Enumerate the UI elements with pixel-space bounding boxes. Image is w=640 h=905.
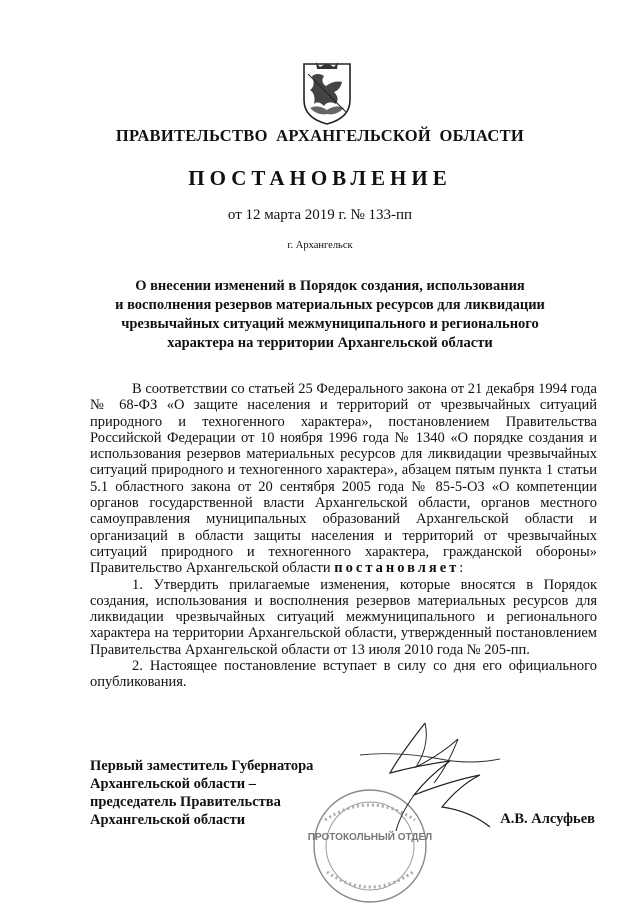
position-line: председатель Правительства [90,794,281,810]
decree-item-2: 2. Настоящее постановление вступает в силу со дня его официального опубликования. [90,658,597,691]
document-subject [40,277,620,353]
document-body [90,381,597,691]
decree-colon: : [459,560,464,577]
preamble-paragraph [90,381,597,577]
decree-word: постановляет [334,560,460,577]
subject-line: характера на территории Архангельской области [167,335,493,351]
stamp-text: ПРОТОКОЛЬНЫЙ ОТДЕЛ [307,832,433,843]
arkhangelsk-coat-of-arms-icon [296,60,358,126]
position-line: Архангельской области – [90,776,256,792]
document-date-number: от 12 марта 2019 г. № 133-пп [227,207,413,223]
subject-line: и восполнения резервов материальных ресурсов для ликвидации [115,297,545,313]
position-line: Архангельской области [90,812,246,828]
document-type: ПОСТАНОВЛЕНИЕ [188,166,452,190]
position-line: Первый заместитель Губернатора [90,758,314,774]
signatory-position [90,757,350,829]
organization-title: ПРАВИТЕЛЬСТВО АРХАНГЕЛЬСКОЙ ОБЛАСТИ [115,126,525,145]
preamble-text: В соответствии со статьей 25 Федерального закона от 21 декабря 1994 года № 68-ФЗ «О защите населения и территорий от чрезвычайных ситуаций природного и техногенного характера», постановлением Правительства Российской Федерации от 10 ноября 1996 года № 1340 «О порядке создания и использования резервов материальных ресурсов для ликвидации чрезвычайных ситуаций природного и техногенного характера», абзацем пятым пункта 1 статьи 5.1 областного закона от 20 сентября 2005 года № 85-5-ОЗ «О компетенции органов государственной власти Архангельской области, органов местного самоуправления муниципальных образований Архангельской области и организаций в области защиты населения и территорий от чрезвычайных ситуаций природного и техногенного характера, гражданской обороны» Правительство Архангельской области [90,381,597,577]
document-city: г. Архангельск [287,240,353,251]
handwritten-signature [330,715,520,835]
signatory-name: А.В. Алсуфьев [500,811,595,827]
subject-line: О внесении изменений в Порядок создания, использования [135,278,525,294]
decree-item-1: 1. Утвердить прилагаемые изменения, которые вносятся в Порядок создания, использования и восполнения резервов материальных ресурсов для ликвидации чрезвычайных ситуаций межмуниципального и регионального характера на территории Архангельской области, утвержденный постановлением Правительства Архангельской области от 13 июля 2010 года № 205-пп. [90,576,597,658]
subject-line: чрезвычайных ситуаций межмуниципального и регионального [121,316,539,332]
